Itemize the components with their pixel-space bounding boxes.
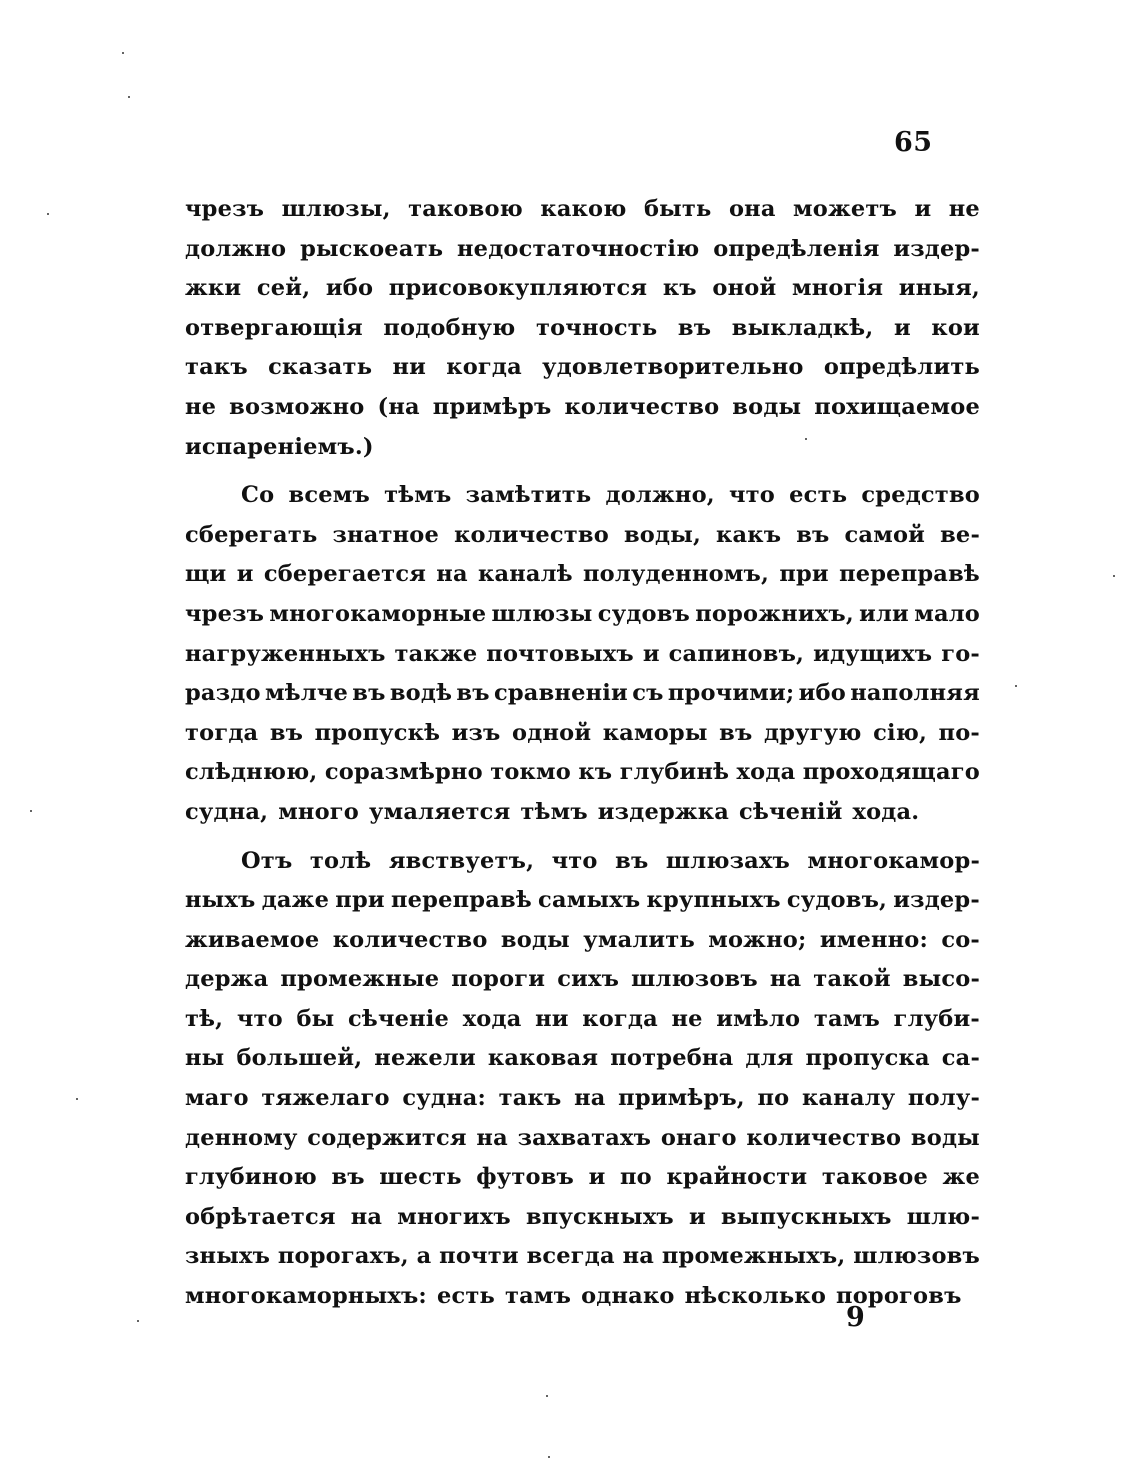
text-line: маго тяжелаго судна: такъ на примѣръ, по каналу полу-: [185, 1085, 980, 1112]
text-line: должно рыскоеать недостаточностію опредѣленія издер-: [185, 235, 980, 262]
text-line: отвергающія подобную точность въ выкладкѣ, и кои: [185, 314, 980, 341]
scan-speck: [805, 438, 807, 440]
paragraph: [185, 190, 980, 467]
text-line: ныхъ даже при переправѣ самыхъ крупныхъ судовъ, издер-: [185, 887, 980, 914]
text-line: ны большей, нежели каковая потребна для пропуска са-: [185, 1045, 980, 1072]
text-line: щи и сберегается на каналѣ полуденномъ, при переправѣ: [185, 561, 980, 588]
text-line: чрезъ шлюзы, таковою какою быть она можетъ и не: [185, 196, 980, 222]
text-line: жки сей, ибо присовокупляются къ оной многія иныя,: [185, 275, 980, 302]
text-line: Со всемъ тѣмъ замѣтить должно, что есть средство: [241, 482, 980, 509]
body-text: [185, 190, 980, 1317]
text-line: живаемое количество воды умалить можно; именно: со-: [185, 926, 980, 953]
text-line: денному содержится на захватахъ онаго количество воды: [185, 1124, 980, 1151]
scan-speck: [128, 96, 130, 98]
paragraph: [185, 842, 980, 1317]
text-line: судна, много умаляется тѣмъ издержка сѣченій хода.: [185, 798, 920, 825]
text-line: не возможно (на примѣръ количество воды похищаемое: [185, 393, 980, 420]
scan-speck: [122, 52, 124, 54]
paragraph-gap: [185, 833, 980, 842]
text-line: тогда въ пропускѣ изъ одной каморы въ другую сію, по-: [185, 719, 980, 746]
text-line: слѣднюю, соразмѣрно токмо къ глубинѣ хода проходящаго: [185, 759, 980, 786]
scan-speck: [546, 1395, 548, 1397]
text-line: нагруженныхъ также почтовыхъ и сапиновъ, идущихъ го-: [185, 640, 980, 667]
paragraph: [185, 476, 980, 832]
text-line: зныхъ порогахъ, а почти всегда на промежныхъ, шлюзовъ: [185, 1243, 980, 1270]
text-line: Отъ толѣ явствуетъ, что въ шлюзахъ многокамор-: [241, 847, 980, 874]
text-line: глубиною въ шесть футовъ и по крайности таковое же: [185, 1164, 980, 1191]
scan-speck: [137, 1320, 139, 1322]
scan-speck: [47, 213, 49, 215]
text-line: сберегать знатное количество воды, какъ въ самой ве-: [185, 521, 980, 548]
scan-speck: [548, 1456, 550, 1458]
text-line: тѣ, что бы сѣченіе хода ни когда не имѣло тамъ глуби-: [185, 1005, 980, 1032]
paragraph-gap: [185, 467, 980, 476]
text-line: обрѣтается на многихъ впускныхъ и выпускныхъ шлю-: [185, 1203, 980, 1230]
text-line: держа промежные пороги сихъ шлюзовъ на такой высо-: [185, 966, 980, 993]
text-line: испареніемъ.): [185, 433, 374, 460]
scan-speck: [1113, 575, 1115, 577]
signature-mark: 9: [846, 1302, 865, 1333]
scan-speck: [30, 810, 32, 812]
scan-speck: [76, 1098, 78, 1100]
scan-speck: [1015, 685, 1017, 687]
text-line: такъ сказать ни когда удовлетворительно опредѣлить: [185, 354, 980, 381]
text-line: раздо мѣлче въ водѣ въ сравненіи съ прочими; ибо наполняя: [185, 680, 980, 707]
text-line: чрезъ многокаморные шлюзы судовъ порожнихъ, или мало: [185, 600, 980, 627]
text-line: многокаморныхъ: есть тамъ однако нѣсколько пороговъ: [185, 1283, 962, 1310]
page-number: 65: [894, 127, 933, 158]
